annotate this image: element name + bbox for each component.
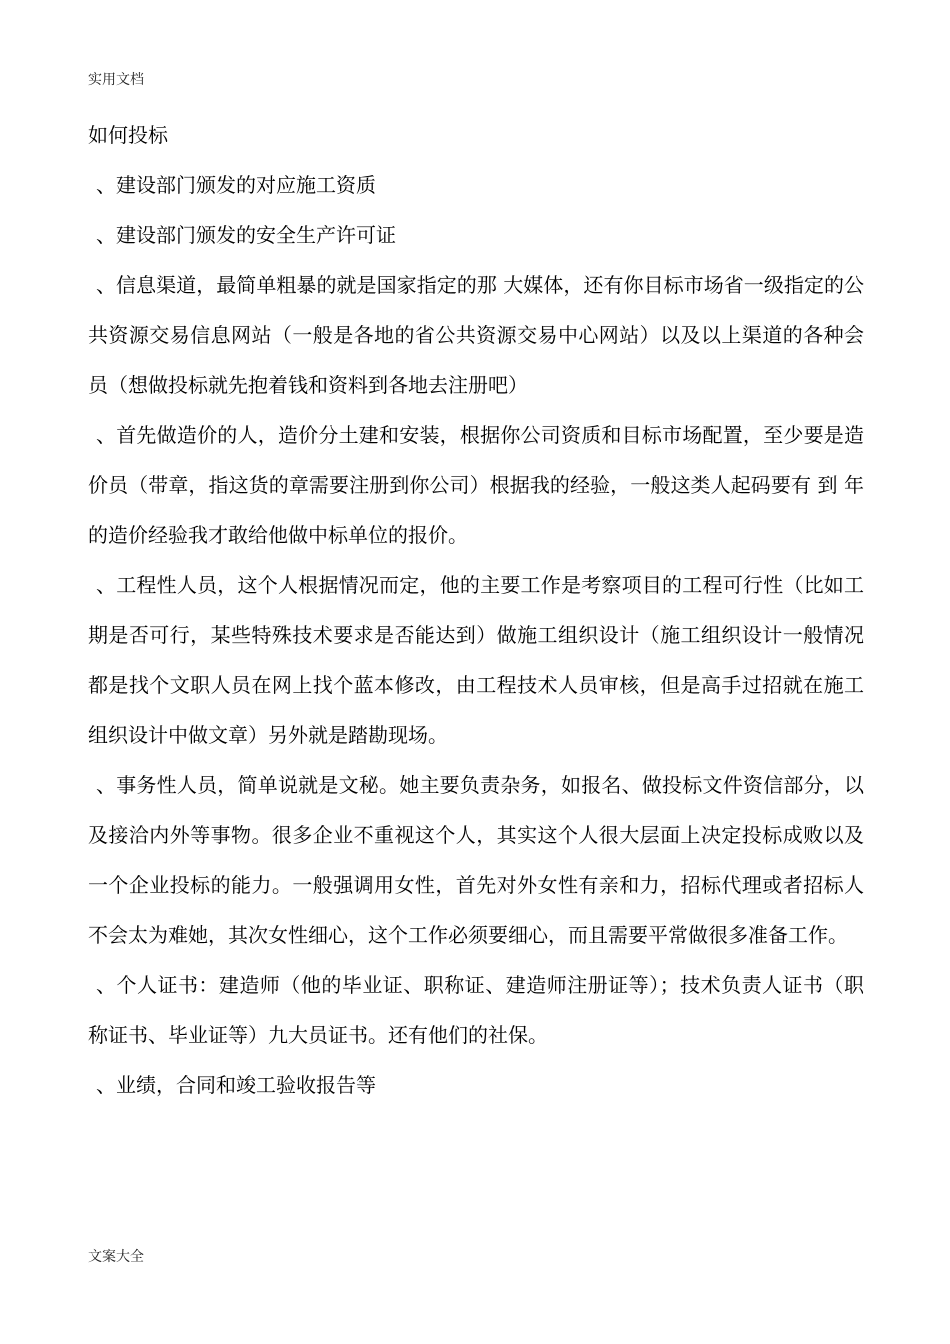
paragraph-8: 、业绩，合同和竣工验收报告等 bbox=[96, 1073, 376, 1097]
page-header: 实用文档 bbox=[88, 72, 144, 88]
page-footer: 文案大全 bbox=[88, 1249, 144, 1265]
paragraph-3: 、信息渠道，最简单粗暴的就是国家指定的那 大媒体，还有你目标市场省一级指定的公共资源交易信息网站（一般是各地的省公共资源交易中心网站）以及以上渠道的各种会员（想做投标就先抱着钱和资料到各地去注册吧） bbox=[88, 273, 864, 397]
paragraph-7: 、个人证书：建造师（他的毕业证、职称证、建造师注册证等）；技术负责人证书（职称证书、毕业证等）九大员证书。还有他们的社保。 bbox=[88, 973, 864, 1047]
paragraph-4: 、首先做造价的人，造价分土建和安装，根据你公司资质和目标市场配置，至少要是造价员（带章，指这货的章需要注册到你公司）根据我的经验，一般这类人起码要有 到 年的造价经验我才敢给他做中标单位的报价。 bbox=[88, 423, 864, 547]
paragraph-1: 、建设部门颁发的对应施工资质 bbox=[96, 173, 376, 197]
document-title: 如何投标 bbox=[88, 123, 168, 147]
document-body bbox=[88, 110, 864, 1110]
paragraph-2: 、建设部门颁发的安全生产许可证 bbox=[96, 223, 396, 247]
paragraph-6: 、事务性人员，简单说就是文秘。她主要负责杂务，如报名、做投标文件资信部分，以及接洽内外等事物。很多企业不重视这个人，其实这个人很大层面上决定投标成败以及一个企业投标的能力。一般强调用女性，首先对外女性有亲和力，招标代理或者招标人不会太为难她，其次女性细心，这个工作必须要细心，而且需要平常做很多准备工作。 bbox=[88, 773, 864, 947]
paragraph-5: 、工程性人员，这个人根据情况而定，他的主要工作是考察项目的工程可行性（比如工期是否可行，某些特殊技术要求是否能达到）做施工组织设计（施工组织设计一般情况都是找个文职人员在网上找个蓝本修改，由工程技术人员审核，但是高手过招就在施工组织设计中做文章）另外就是踏勘现场。 bbox=[88, 573, 864, 747]
